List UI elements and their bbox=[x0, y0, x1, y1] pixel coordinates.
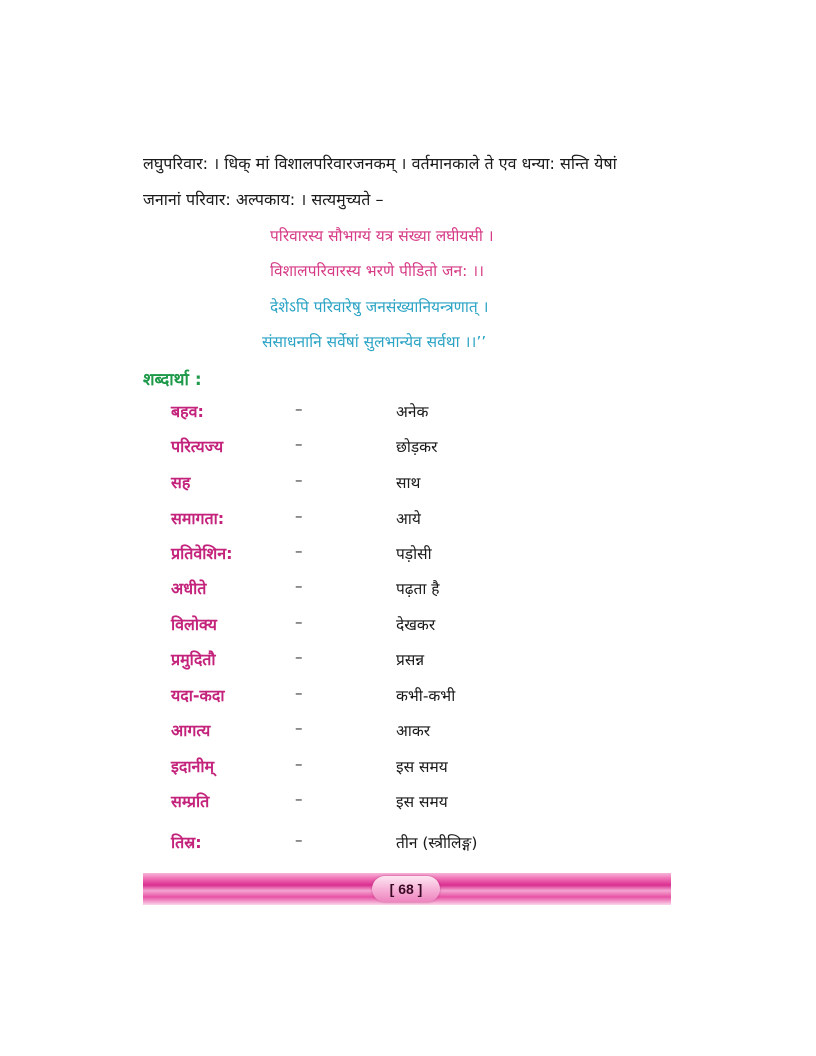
glossary-meaning: पड़ोसी bbox=[396, 545, 432, 563]
glossary-meaning: आकर bbox=[396, 722, 431, 740]
glossary-dash: – bbox=[295, 577, 303, 595]
glossary-word: सह bbox=[171, 473, 191, 492]
glossary-word: समागता: bbox=[171, 509, 225, 528]
glossary-meaning: प्रसन्न bbox=[396, 651, 425, 669]
glossary-dash: – bbox=[295, 613, 303, 631]
page-number: [ 68 ] bbox=[372, 876, 440, 902]
glossary-word: परित्यज्य bbox=[171, 437, 224, 456]
glossary-dash: – bbox=[295, 790, 303, 808]
glossary-row bbox=[0, 577, 816, 607]
glossary-meaning: साथ bbox=[396, 474, 421, 492]
glossary-word: सम्प्रति bbox=[171, 792, 210, 811]
glossary-dash: – bbox=[295, 542, 303, 560]
glossary-dash: – bbox=[295, 435, 303, 453]
verse-line-1: परिवारस्य सौभाग्यं यत्र संख्या लघीयसी । bbox=[270, 227, 494, 245]
glossary-row bbox=[0, 435, 816, 465]
glossary-meaning: इस समय bbox=[396, 758, 448, 776]
glossary-row bbox=[0, 719, 816, 749]
verse-line-2: विशालपरिवारस्य भरणे पीडितो जन: ।। bbox=[270, 262, 485, 280]
glossary-dash: – bbox=[295, 507, 303, 525]
glossary-meaning: छोड़कर bbox=[396, 438, 438, 456]
glossary-meaning: आये bbox=[396, 510, 421, 528]
glossary-row bbox=[0, 755, 816, 785]
paragraph-line-2: जनानां परिवार: अल्पकाय: । सत्यमुच्यते – bbox=[143, 190, 384, 209]
glossary-meaning: पढ़ता है bbox=[396, 580, 440, 598]
body-paragraph bbox=[143, 146, 678, 218]
glossary-word: प्रमुदितौ bbox=[171, 650, 216, 669]
glossary-word: विलोक्य bbox=[171, 615, 217, 634]
glossary-row bbox=[0, 831, 816, 861]
glossary-row bbox=[0, 648, 816, 678]
glossary-row bbox=[0, 542, 816, 572]
glossary-word: इदानीम् bbox=[171, 757, 215, 776]
glossary-dash: – bbox=[295, 755, 303, 773]
glossary-word: बहव: bbox=[171, 402, 204, 421]
glossary-row bbox=[0, 507, 816, 537]
glossary-meaning: इस समय bbox=[396, 793, 448, 811]
glossary-word: तिस्र: bbox=[171, 833, 202, 852]
glossary-row bbox=[0, 613, 816, 643]
glossary-dash: – bbox=[295, 719, 303, 737]
glossary-row bbox=[0, 471, 816, 501]
glossary-dash: – bbox=[295, 831, 303, 849]
glossary-word: अधीते bbox=[171, 579, 207, 598]
glossary-meaning: कभी-कभी bbox=[396, 687, 456, 705]
glossary-dash: – bbox=[295, 471, 303, 489]
glossary-meaning: देखकर bbox=[396, 616, 436, 634]
glossary-heading: शब्दार्था : bbox=[143, 370, 202, 390]
glossary-dash: – bbox=[295, 400, 303, 418]
glossary-meaning: अनेक bbox=[396, 403, 429, 421]
paragraph-line-1: लघुपरिवार: । धिक् मां विशालपरिवारजनकम् । वर्तमानकाले ते एव धन्या: सन्ति येषां bbox=[143, 154, 617, 173]
glossary-row bbox=[0, 790, 816, 820]
glossary-word: प्रतिवेशिन: bbox=[171, 544, 233, 563]
glossary-row bbox=[0, 684, 816, 714]
glossary-word: आगत्य bbox=[171, 721, 211, 740]
glossary-dash: – bbox=[295, 684, 303, 702]
verse-line-3: देशेऽपि परिवारेषु जनसंख्यानियन्त्रणात् । bbox=[270, 298, 489, 316]
glossary-word: यदा-कदा bbox=[171, 686, 225, 705]
glossary-dash: – bbox=[295, 648, 303, 666]
glossary-meaning: तीन (स्त्रीलिङ्ग) bbox=[396, 834, 478, 852]
glossary-row bbox=[0, 400, 816, 430]
verse-line-4: संसाधनानि सर्वेषां सुलभान्येव सर्वथा ।।’’ bbox=[262, 333, 487, 351]
